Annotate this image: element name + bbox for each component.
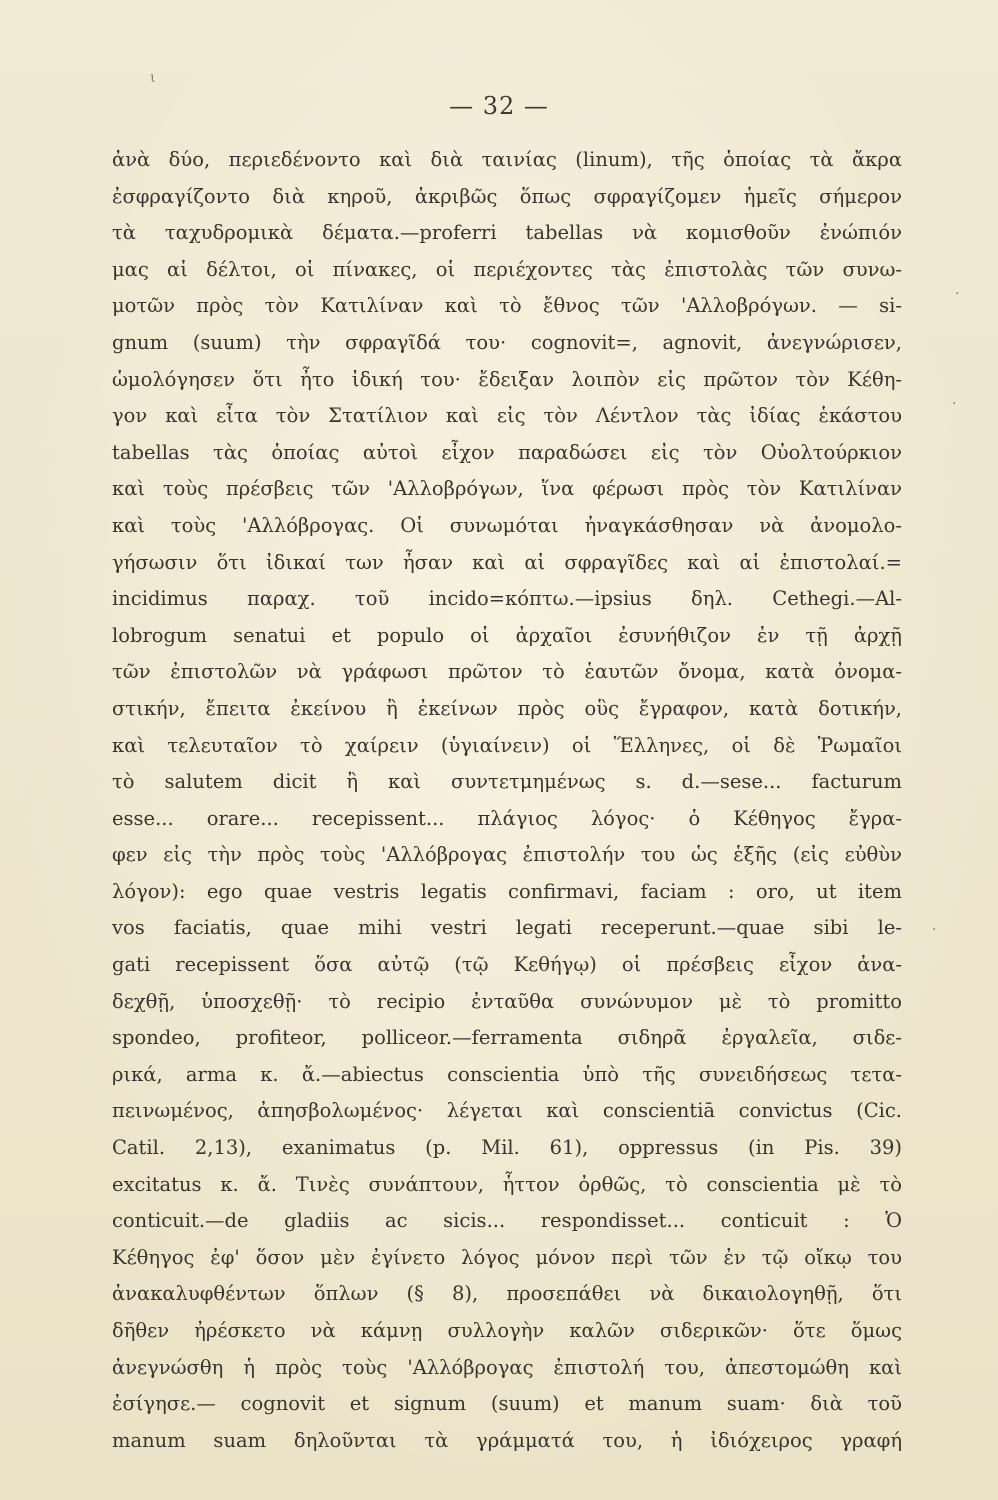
scan-mark: ι xyxy=(150,70,156,86)
text-line: ἀνὰ δύο, περιεδένοντο καὶ διὰ ταινίας (linum), τῆς ὁποίας τὰ ἄκρα xyxy=(112,148,902,171)
text-line: gati recepissent ὅσα αὐτῷ (τῷ Κεθήγῳ) οἱ πρέσβεις εἶχον ἀνα- xyxy=(112,953,902,977)
text-line: πεινωμένος, ἀπησβολωμένος· λέγεται καὶ conscientiā convictus (Cic. xyxy=(112,1099,902,1123)
text-line: lobrogum senatui et populo οἱ ἀρχαῖοι ἐσυνήθιζον ἐν τῇ ἀρχῇ xyxy=(112,623,902,647)
text-line: gnum (suum) τὴν σφραγῖδά του· cognovit=, agnovit, ἀνεγνώρισεν, xyxy=(112,330,902,354)
text-line: ἀνεγνώσθη ἡ πρὸς τοὺς 'Αλλόβρογας ἐπιστολή του, ἀπεστομώθη καὶ xyxy=(112,1355,902,1379)
text-line: λόγον): ego quae vestris legatis confirmavi, faciam : oro, ut item xyxy=(112,879,902,903)
page-number: — 32 — xyxy=(449,92,549,120)
text-line: ἐσφραγίζοντο διὰ κηροῦ, ἀκριβῶς ὅπως σφραγίζομεν ἡμεῖς σήμερον xyxy=(112,184,902,208)
text-line: μοτῶν πρὸς τὸν Κατιλίναν καὶ τὸ ἔθνος τῶν 'Αλλοβρόγων. — si- xyxy=(112,294,902,318)
text-line: καὶ τοὺς πρέσβεις τῶν 'Αλλοβρόγων, ἵνα φέρωσι πρὸς τὸν Κατιλίναν xyxy=(112,477,902,501)
text-line: τὸ salutem dicit ἢ καὶ συντετμημένως s. d.—sese... facturum xyxy=(112,770,902,794)
text-line: ἀνακαλυφθέντων ὅπλων (§ 8), προσεπάθει νὰ δικαιολογηθῇ, ὅτι xyxy=(112,1282,902,1306)
scan-mark: · xyxy=(932,922,937,938)
text-line: καὶ τελευταῖον τὸ χαίρειν (ὑγιαίνειν) οἱ Ἕλληνες, οἱ δὲ Ῥωμαῖοι xyxy=(112,733,902,757)
text-line: γον καὶ εἶτα τὸν Στατίλιον καὶ εἰς τὸν Λέντλον τὰς ἰδίας ἑκάστου xyxy=(112,404,902,428)
text-line: esse... orare... recepissent... πλάγιος λόγος· ὁ Κέθηγος ἔγρα- xyxy=(112,806,902,830)
text-line: conticuit.—de gladiis ac sicis... respondisset... conticuit : Ὁ xyxy=(112,1209,902,1233)
text-line: ὡμολόγησεν ὅτι ἦτο ἰδική του· ἔδειξαν λοιπὸν εἰς πρῶτον τὸν Κέθη- xyxy=(112,367,902,391)
text-line: Κέθηγος ἐφ' ὅσον μὲν ἐγίνετο λόγος μόνον περὶ τῶν ἐν τῷ οἴκῳ του xyxy=(112,1245,902,1269)
body-text xyxy=(112,142,902,1459)
scan-mark: · xyxy=(955,286,960,302)
text-line: δεχθῇ, ὑποσχεθῇ· τὸ recipio ἐνταῦθα συνώνυμον μὲ τὸ promitto xyxy=(112,989,902,1013)
text-line: τὰ ταχυδρομικὰ δέματα.—proferri tabellas νὰ κομισθοῦν ἐνώπιόν xyxy=(112,221,902,245)
text-line: excitatus κ. ἄ. Τινὲς συνάπτουν, ἧττον ὀρθῶς, τὸ conscientia μὲ τὸ xyxy=(112,1172,902,1196)
text-line: incidimus παραχ. τοῦ incido=κόπτω.—ipsius δηλ. Cethegi.—Al- xyxy=(112,587,902,611)
text-line: γήσωσιν ὅτι ἰδικαί των ἦσαν καὶ αἱ σφραγῖδες καὶ αἱ ἐπιστολαί.= xyxy=(112,550,902,574)
text-line: spondeo, profiteor, polliceor.—ferramenta σιδηρᾶ ἐργαλεῖα, σιδε- xyxy=(112,1026,902,1050)
text-line: καὶ τοὺς 'Αλλόβρογας. Οἱ συνωμόται ἠναγκάσθησαν νὰ ἀνομολο- xyxy=(112,513,902,537)
text-line: tabellas τὰς ὁποίας αὐτοὶ εἶχον παραδώσει εἰς τὸν Οὐολτούρκιον xyxy=(112,440,902,464)
scan-mark: · xyxy=(952,396,957,412)
text-line: ρικά, arma κ. ἄ.—abiectus conscientia ὑπὸ τῆς συνειδήσεως τετα- xyxy=(112,1062,902,1086)
text-line: manum suam δηλοῦνται τὰ γράμματά του, ἡ ἰδιόχειρος γραφή xyxy=(112,1428,902,1452)
text-line: μας αἱ δέλτοι, οἱ πίνακες, οἱ περιέχοντες τὰς ἐπιστολὰς τῶν συνω- xyxy=(112,257,902,281)
text-line: φεν εἰς τὴν πρὸς τοὺς 'Αλλόβρογας ἐπιστολήν του ὡς ἑξῆς (εἰς εὐθὺν xyxy=(112,843,902,867)
text-line: ἐσίγησε.— cognovit et signum (suum) et manum suam· διὰ τοῦ xyxy=(112,1392,902,1416)
text-line: vos faciatis, quae mihi vestri legati receperunt.—quae sibi le- xyxy=(112,916,902,940)
text-line: τῶν ἐπιστολῶν νὰ γράφωσι πρῶτον τὸ ἑαυτῶν ὄνομα, κατὰ ὀνομα- xyxy=(112,660,902,684)
text-line: δῆθεν ἠρέσκετο νὰ κάμνῃ συλλογὴν καλῶν σιδερικῶν· ὅτε ὅμως xyxy=(112,1319,902,1342)
text-line: Catil. 2,13), exanimatus (p. Mil. 61), oppressus (in Pis. 39) xyxy=(112,1136,902,1160)
text-line: στικήν, ἔπειτα ἐκείνου ἢ ἐκείνων πρὸς οὓς ἔγραφον, κατὰ δοτικήν, xyxy=(112,696,902,720)
